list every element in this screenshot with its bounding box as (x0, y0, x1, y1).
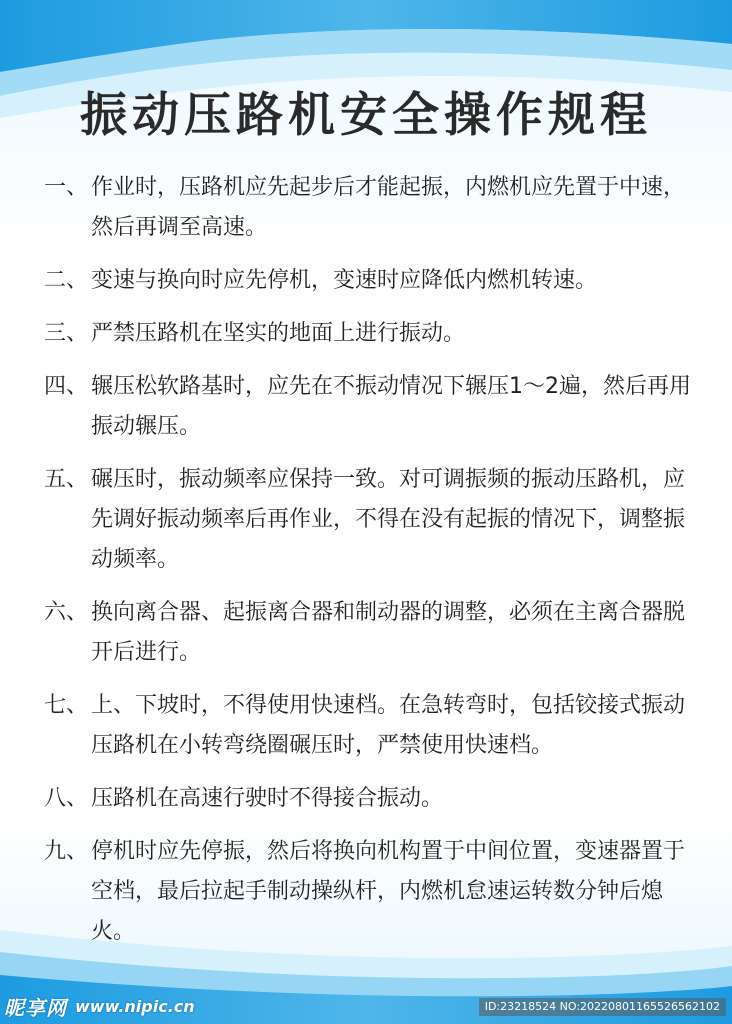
rule-number: 八、 (44, 786, 89, 811)
watermark-id: ID:23218524 NO:20220801165526562102 (479, 998, 726, 1016)
page-title: 振动压路机安全操作规程 (80, 88, 652, 143)
rule-item-7 (44, 686, 704, 766)
rule-text: 严禁压路机在坚实的地面上进行振动。 (91, 321, 466, 346)
rule-text: 停机时应先停振，然后将换向机构置于中间位置，变速器置于空档，最后拉起手制动操纵杆，内燃机怠速运转数分钟后熄火。 (91, 839, 686, 944)
rule-number: 七、 (44, 693, 89, 718)
rule-text: 作业时，压路机应先起步后才能起振，内燃机应先置于中速，然后再调至高速。 (91, 175, 686, 240)
rule-item-5 (44, 460, 704, 580)
rule-text: 变速与换向时应先停机，变速时应降低内燃机转速。 (91, 268, 598, 293)
watermark-logo-text: 昵享网 (4, 995, 67, 1020)
rule-item-6 (44, 593, 704, 673)
rule-number: 三、 (44, 321, 89, 346)
watermark-site-url: www.nipic.cn (75, 996, 195, 1016)
rule-text: 换向离合器、起振离合器和制动器的调整，必须在主离合器脱开后进行。 (91, 600, 686, 665)
rule-number: 四、 (44, 374, 89, 399)
rule-number: 九、 (44, 839, 89, 864)
rule-item-1 (44, 168, 704, 248)
rule-text: 上、下坡时，不得使用快速档。在急转弯时，包括铰接式振动压路机在小转弯绕圈碾压时，严禁使用快速档。 (91, 693, 686, 758)
rules-list (44, 168, 704, 965)
watermark-logo (4, 994, 195, 1018)
rule-item-8 (44, 779, 704, 819)
rule-number: 二、 (44, 268, 89, 293)
rule-item-3 (44, 314, 704, 354)
rule-item-4 (44, 367, 704, 447)
rule-number: 五、 (44, 467, 89, 492)
rule-number: 六、 (44, 600, 89, 625)
rule-text: 碾压时，振动频率应保持一致。对可调振频的振动压路机，应先调好振动频率后再作业，不得在没有起振的情况下，调整振动频率。 (91, 467, 686, 572)
rule-text: 辗压松软路基时，应先在不振动情况下辗压1～2遍，然后再用振动辗压。 (91, 374, 691, 439)
rule-item-9 (44, 832, 704, 952)
rule-number: 一、 (44, 175, 89, 200)
rule-text: 压路机在高速行驶时不得接合振动。 (91, 786, 444, 811)
rule-item-2 (44, 261, 704, 301)
